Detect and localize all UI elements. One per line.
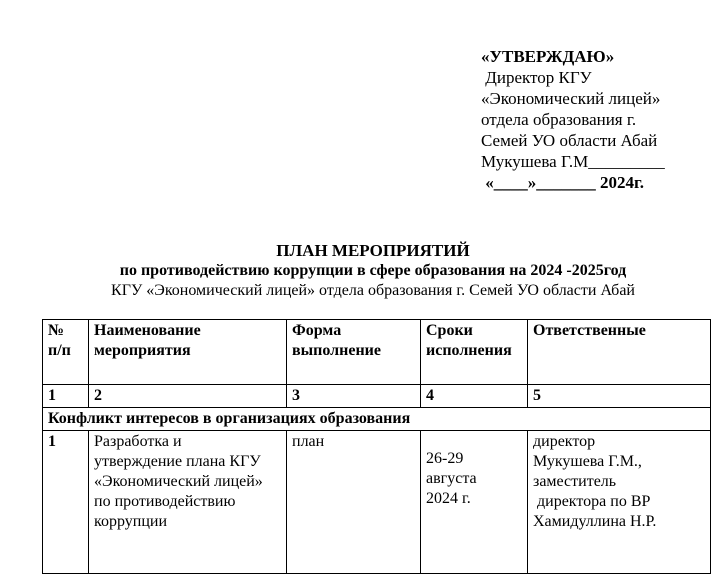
approval-line: Семей УО области Абай xyxy=(481,131,658,150)
row-term: 26-29 августа 2024 г. xyxy=(421,431,528,574)
column-number: 5 xyxy=(528,385,711,408)
column-number: 1 xyxy=(43,385,89,408)
header-cell-form: Форма выполнение xyxy=(287,320,421,385)
approval-line: отдела образования г. xyxy=(481,110,637,129)
approval-block xyxy=(481,46,665,193)
header-cell-name: Наименование мероприятия xyxy=(89,320,287,385)
approval-date-line: «____»_______ 2024г. xyxy=(481,173,645,192)
table-header-row xyxy=(43,320,711,385)
document-title xyxy=(0,241,720,301)
column-number: 4 xyxy=(421,385,528,408)
column-number-row xyxy=(43,385,711,408)
row-form: план xyxy=(287,431,421,574)
header-cell-number: № п/п xyxy=(43,320,89,385)
section-title: Конфликт интересов в организациях образования xyxy=(43,408,711,431)
approval-signature-line: Мукушева Г.М_________ xyxy=(481,152,665,171)
table-row xyxy=(43,431,711,574)
header-cell-responsible: Ответственные xyxy=(528,320,711,385)
row-number: 1 xyxy=(43,431,89,574)
header-cell-term: Сроки исполнения xyxy=(421,320,528,385)
row-responsible: директор Мукушева Г.М., заместитель директора по ВР Хамидуллина Н.Р. xyxy=(528,431,711,574)
approval-heading: «УТВЕРЖДАЮ» xyxy=(481,47,615,66)
title-line-2: по противодействию коррупции в сфере образования на 2024 -2025год xyxy=(119,262,627,279)
row-event-name: Разработка и утверждение плана КГУ «Экономический лицей» по противодействию коррупции xyxy=(89,431,287,574)
section-row xyxy=(43,408,711,431)
approval-line: «Экономический лицей» xyxy=(481,89,661,108)
approval-line: Директор КГУ xyxy=(481,68,592,87)
column-number: 3 xyxy=(287,385,421,408)
title-line-1: ПЛАН МЕРОПРИЯТИЙ xyxy=(276,241,470,260)
title-line-3: КГУ «Экономический лицей» отдела образования г. Семей УО области Абай xyxy=(111,282,635,299)
column-number: 2 xyxy=(89,385,287,408)
plan-table xyxy=(42,319,711,574)
